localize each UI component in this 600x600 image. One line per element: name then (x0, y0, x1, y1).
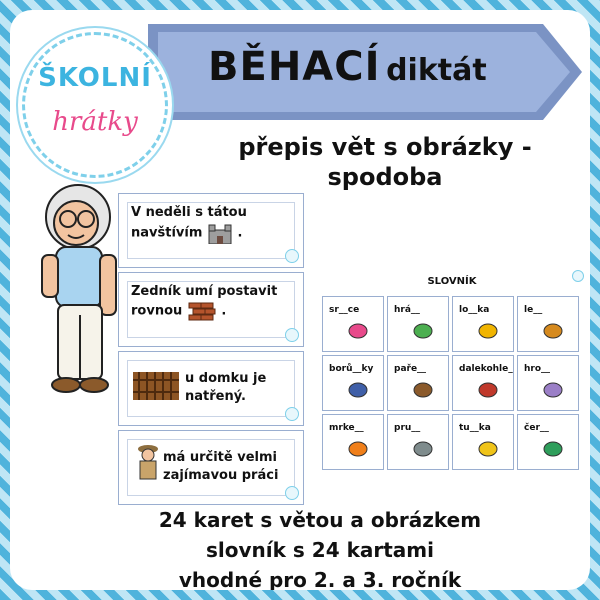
sentence-card (118, 430, 304, 505)
card-text (185, 370, 283, 406)
card-sentence: má určitě velmi zajímavou práci (163, 450, 279, 483)
slovnik-word: le__ (524, 305, 543, 315)
page-title (208, 44, 487, 90)
logo-badge-icon (285, 407, 299, 421)
watering-can-icon (542, 439, 564, 459)
heart-icon (347, 321, 369, 341)
slovnik-tile (517, 355, 579, 411)
card-sentence: u domku je natřený. (185, 371, 267, 404)
slovnik-word: pru__ (394, 423, 421, 433)
footer-line: vhodné pro 2. a 3. ročník (178, 568, 462, 590)
slovnik-tile (517, 414, 579, 470)
subtitle (185, 132, 585, 192)
slovnik-grid (322, 296, 579, 470)
card-text (131, 204, 283, 244)
slovnik-word: borů__ky (329, 364, 374, 374)
sentence-card (118, 272, 304, 347)
fishing-rod-icon (412, 439, 434, 459)
logo-line1: ŠKOLNÍ (38, 63, 152, 93)
logo-badge-icon (572, 270, 584, 282)
slovnik-tile (387, 355, 449, 411)
slovnik-tile (452, 296, 514, 352)
slovnik-tile (452, 355, 514, 411)
peas-icon (412, 321, 434, 341)
slovnik-word: dalekohle_ (459, 364, 513, 374)
footer-line: slovník s 24 kartami (206, 538, 434, 562)
title-sub: diktát (386, 53, 487, 88)
card-text (163, 449, 283, 485)
bricks-icon (187, 301, 217, 321)
hippo-icon (542, 380, 564, 400)
castle-icon (207, 222, 233, 244)
slovnik-word: hro__ (524, 364, 551, 374)
boat-icon (477, 321, 499, 341)
logo-line2: hrátky (52, 107, 138, 137)
slovnik-tile (452, 414, 514, 470)
logo-badge-icon (285, 249, 299, 263)
logo (22, 32, 168, 178)
blueberries-icon (347, 380, 369, 400)
title-main: BĚHACÍ (208, 44, 381, 90)
pencil-icon (477, 439, 499, 459)
slovnik-title: SLOVNÍK (427, 276, 477, 287)
slovnik-word: hrá__ (394, 305, 420, 315)
slovnik-tile (517, 296, 579, 352)
poster (10, 10, 590, 590)
subtitle-line: přepis vět s obrázky - (238, 133, 532, 161)
sentence-card (118, 193, 304, 268)
footer-line: 24 karet s větou a obrázkem (158, 508, 482, 532)
title-banner (148, 24, 582, 120)
carrot-icon (347, 439, 369, 459)
logo-badge-icon (285, 328, 299, 342)
slovnik-sheet (312, 270, 590, 470)
sentence-cards (118, 193, 316, 509)
detective-icon (135, 443, 161, 483)
binoculars-icon (477, 380, 499, 400)
slovnik-tile (387, 296, 449, 352)
card-sentence: Zedník umí postavit rovnou (131, 284, 278, 319)
fence-icon (133, 366, 179, 400)
slovnik-word: sr__ce (329, 305, 360, 315)
logo-badge-icon (285, 486, 299, 500)
card-sentence: V neděli s tátou navštívím (131, 205, 247, 241)
card-sentence-end: . (221, 303, 227, 319)
slovnik-tile (322, 296, 384, 352)
slovnik-word: čer__ (524, 423, 549, 433)
slovnik-word: lo__ka (459, 305, 490, 315)
footer-description (70, 505, 570, 590)
slovnik-word: paře__ (394, 364, 427, 374)
slovnik-word: tu__ka (459, 423, 491, 433)
slovnik-tile (322, 414, 384, 470)
lion-icon (542, 321, 564, 341)
slovnik-tile (322, 355, 384, 411)
sentence-card (118, 351, 304, 426)
slovnik-word: mrke__ (329, 423, 364, 433)
card-sentence-end: . (237, 225, 243, 241)
grandpa-illustration-icon (28, 175, 128, 405)
stump-icon (412, 380, 434, 400)
card-text (131, 283, 283, 321)
slovnik-tile (387, 414, 449, 470)
subtitle-line: spodoba (327, 163, 443, 191)
